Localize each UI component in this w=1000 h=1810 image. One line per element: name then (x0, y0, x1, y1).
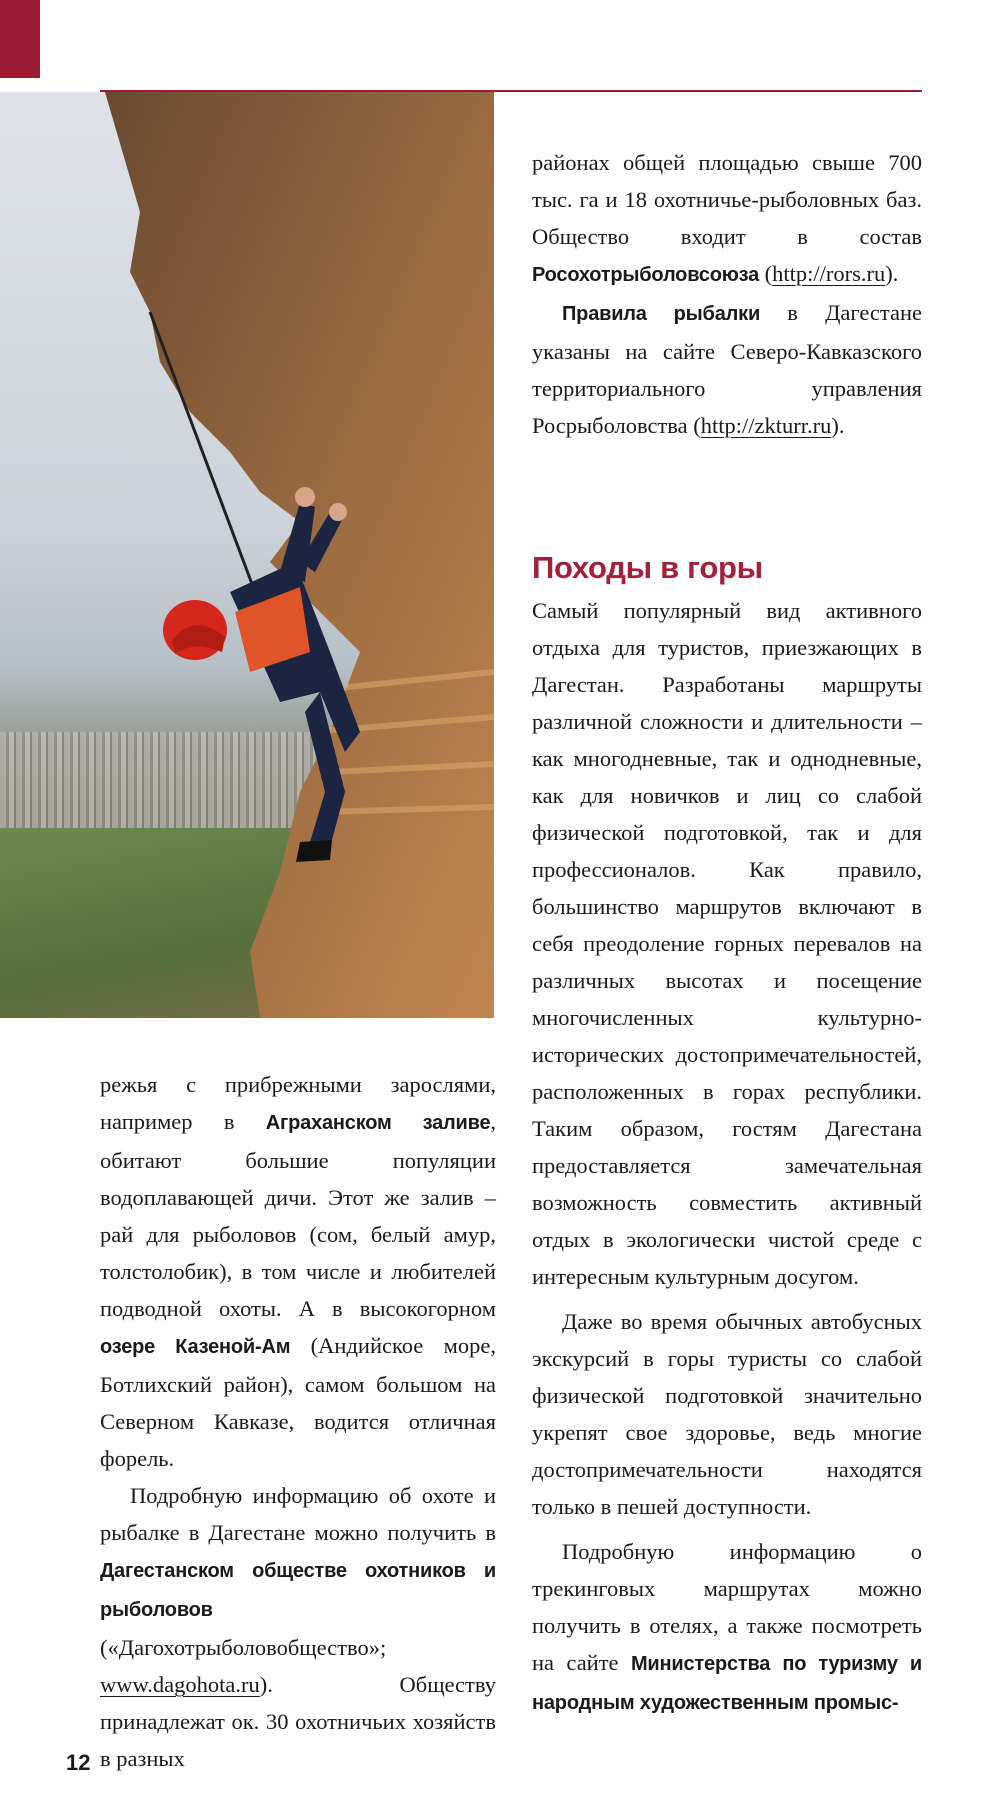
link-zkturr[interactable]: http://zkturr.ru (700, 413, 832, 438)
paragraph-fishing-rules: Правила рыбалки в Дагестане указаны на сайте Северо-Кавказского территориального управления Росрыболовства (http://zkturr.ru). (532, 300, 922, 438)
page-number: 12 (66, 1750, 91, 1775)
bold-ministry: Министерства по туризму и народным художественным промыс- (532, 1653, 923, 1714)
bold-dagestan-society: Дагестанском обществе охотников и рыболовов (100, 1560, 496, 1621)
climber-photo (0, 92, 494, 1018)
right-column-top (532, 144, 922, 444)
link-dagohota[interactable]: www.dagohota.ru (100, 1672, 260, 1697)
section-heading: Походы в горы (532, 550, 763, 585)
bold-rosokhot: Росохотрыболовсоюза (532, 264, 760, 286)
paragraph-hiking-3: Подробную информацию о трекинговых маршрутах можно получить в отелях, а также посмотреть на сайте Министерства по туризму и народным художественным промыс- (532, 1539, 923, 1714)
bold-agrakhan: Аграханском заливе (265, 1112, 491, 1134)
right-column-hiking (532, 548, 922, 1722)
link-rors[interactable]: http://rors.ru (772, 261, 886, 286)
paragraph-society: районах общей площадью свыше 700 тыс. га и 18 охотничье-рыболовных баз. Общество входит в состав Росохотрыболовсоюза (http://rors.ru). (532, 150, 922, 286)
paragraph-hunting-info: Подробную информацию об охоте и рыбалке в Дагестане можно получить в Дагестанском обществе охотников и рыболовов («Дагохотрыболовобщество»; www.dagohota.ru). Обществу принадлежат ок. 30 охотничьих хозяйств в разных (100, 1483, 496, 1771)
bold-kazenoy-am: озере Казеной-Ам (100, 1336, 291, 1358)
photo-rock-and-climber (0, 92, 494, 1018)
bold-fishing-rules: Правила рыбалки (562, 303, 761, 325)
corner-tab (0, 0, 40, 78)
left-column (100, 1066, 496, 1777)
paragraph-wildlife: режья с прибрежными зарослями, например в Аграханском заливе, обитают большие популяции водоплавающей дичи. Этот же залив – рай для рыболовов (сом, белый амур, толстолобик), в том числе и любителей подводной охоты. А в высокогорном озере Казеной-Ам (Андийское море, Ботлихский район), самом большом на Северном Кавказе, водится отличная форель. (100, 1072, 497, 1471)
paragraph-hiking-2: Даже во время обычных автобусных экскурсий в горы туристы со слабой физической подготовкой значительно укрепят свое здоровье, ведь многие достопримечательности находятся только в пешей доступности. (532, 1309, 922, 1519)
paragraph-hiking-1: Самый популярный вид активного отдыха для туристов, приезжающих в Дагестан. Разработаны маршруты различной сложности и длительности – как многодневные, так и однодневные, как для новичков и лиц со слабой физической подготовкой, так и для профессионалов. Как правило, большинство маршрутов включают в себя преодоление горных перевалов на различных высотах и посещение многочисленных культурно-исторических достопримечательностей, расположенных в горах республики. Таким образом, гостям Дагестана предоставляется замечательная возможность совместить активный отдых в экологически чистой среде с интересным культурным досугом. (532, 598, 922, 1289)
